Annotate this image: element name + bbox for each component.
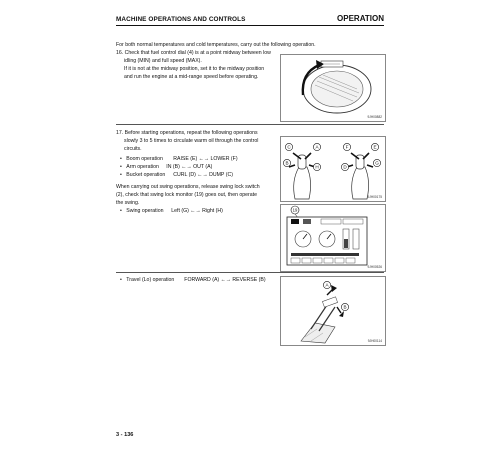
boom-operation-value: RAISE (E) ←→ LOWER (F) bbox=[173, 156, 238, 162]
step16-line-4: and run the engine at a mid-range speed before operating. bbox=[124, 74, 259, 80]
step16-line-1: 16. Check that fuel control dial (4) is at a point midway between low bbox=[116, 50, 271, 56]
monitor-figure bbox=[280, 204, 386, 272]
step16-line-3: If it is not at the midway position, set it to the midway position bbox=[124, 66, 265, 72]
travel-operation-name: Travel (Lo) operation bbox=[126, 277, 175, 283]
travel-levers-illustration bbox=[281, 277, 385, 345]
levers-illustration bbox=[281, 137, 385, 201]
swing-operation-name: Swing operation bbox=[126, 208, 164, 214]
bucket-operation-bullet bbox=[120, 172, 233, 179]
arm-operation-bullet bbox=[120, 164, 212, 171]
monitor-figure-code: 9JH00526 bbox=[367, 265, 382, 269]
swing-operation-value: Left (G) ←→ Right (H) bbox=[171, 208, 223, 214]
travel-label-b: B bbox=[343, 304, 347, 310]
fuel-dial-figure bbox=[280, 54, 386, 122]
lever-label-c: C bbox=[287, 144, 291, 150]
step16-line-2: idling (MIN) and full speed (MAX). bbox=[124, 58, 202, 64]
lever-label-g: G bbox=[375, 160, 379, 166]
bucket-operation-value: CURL (D) ←→ DUMP (C) bbox=[173, 172, 233, 178]
swing-note-line-1: When carrying out swing operations, release swing lock switch bbox=[116, 184, 260, 190]
step17-line-3: circuits. bbox=[124, 146, 142, 152]
section-divider-1 bbox=[116, 124, 384, 125]
boom-operation-bullet bbox=[120, 156, 238, 163]
step17-line-2: slowly 3 to 5 times to circulate warm oil through the control bbox=[124, 138, 259, 144]
travel-figure bbox=[280, 276, 386, 346]
lever-label-d: D bbox=[343, 164, 347, 170]
lever-label-h: H bbox=[315, 164, 319, 170]
intro-text: For both normal temperatures and cold temperatures, carry out the following operation. bbox=[116, 42, 316, 48]
levers-figure-code: 9JH00175 bbox=[367, 195, 382, 199]
lever-label-e: E bbox=[373, 144, 377, 150]
header-rule bbox=[116, 25, 384, 26]
arm-operation-value: IN (B) ←→ OUT (A) bbox=[166, 164, 213, 170]
lever-label-b: B bbox=[285, 160, 289, 166]
section-divider-2 bbox=[116, 272, 384, 273]
travel-figure-code: 9JH00114 bbox=[367, 339, 382, 343]
swing-note-line-2: (2), check that swing lock monitor (19) goes out, then operate bbox=[116, 192, 257, 198]
monitor-illustration bbox=[281, 205, 385, 271]
bucket-operation-name: Bucket operation bbox=[126, 172, 166, 178]
levers-figure bbox=[280, 136, 386, 202]
boom-operation-name: Boom operation bbox=[126, 156, 163, 162]
lever-label-f: F bbox=[345, 144, 349, 150]
arm-operation-name: Arm operation bbox=[126, 164, 159, 170]
fuel-dial-illustration bbox=[281, 55, 385, 121]
travel-operation-bullet bbox=[120, 277, 266, 284]
step17-line-1: 17. Before starting operations, repeat the following operations bbox=[116, 130, 258, 136]
swing-note-line-3: the swing. bbox=[116, 200, 140, 206]
lever-label-a: A bbox=[315, 144, 319, 150]
page-number: 3 - 136 bbox=[116, 432, 134, 438]
fuel-dial-figure-code: 9JH00882 bbox=[367, 115, 382, 119]
travel-operation-value: FORWARD (A) ←→ REVERSE (B) bbox=[184, 277, 266, 283]
swing-operation-bullet bbox=[120, 208, 223, 215]
chapter-header: OPERATION bbox=[337, 14, 384, 23]
swing-lock-monitor-callout: 19 bbox=[292, 207, 298, 213]
travel-label-a: A bbox=[325, 282, 329, 288]
section-header: MACHINE OPERATIONS AND CONTROLS bbox=[116, 16, 246, 23]
